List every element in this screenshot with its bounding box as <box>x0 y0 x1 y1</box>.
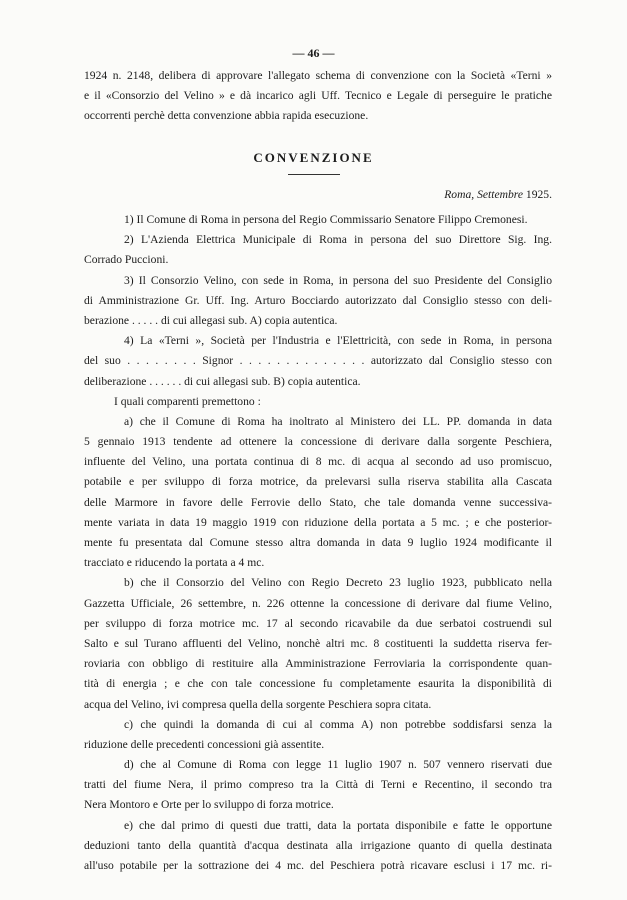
paragraph-line: 2) L'Azienda Elettrica Municipale di Roma in persona del suo Direttore Sig. Ing. <box>124 233 552 247</box>
dateline <box>84 188 552 201</box>
paragraph-line: Corrado Puccioni. <box>84 253 169 267</box>
date-place: Roma, Settembre <box>444 188 523 201</box>
paragraph-line: deliberazione . . . . . . di cui allegasi sub. B) copia autentica. <box>84 374 361 388</box>
paragraph-10 <box>84 816 552 877</box>
paragraph-line: tratti del fiume Nera, il primo compreso tra la Città di Terni e Recentino, il secondo tra <box>84 778 552 792</box>
paragraph-line: del suo . . . . . . . . Signor . . . . . . . . . . . . . . autorizzato dal Consiglio stesso con <box>84 354 552 368</box>
intro-paragraph <box>84 66 552 127</box>
paragraph-line: b) che il Consorzio del Velino con Regio Decreto 23 luglio 1923, pubblicato nella <box>124 576 552 590</box>
paragraph-line: d) che al Comune di Roma con legge 11 luglio 1907 n. 507 vennero riservati due <box>124 758 552 772</box>
intro-line: occorrenti perchè detta convenzione abbia rapida esecuzione. <box>84 109 369 123</box>
paragraph-line: tità di energia ; e che con tale concessione fu completamente esaurita la disponibilità di <box>84 677 552 691</box>
paragraph-4 <box>84 331 552 392</box>
convention-body <box>84 210 552 876</box>
paragraph-line: delle Marmore in favore delle Ferrovie dello Stato, che tale domanda venne successiva- <box>84 495 552 509</box>
paragraph-line: riduzione delle precedenti concessioni già assentite. <box>84 737 325 751</box>
paragraph-line: I quali comparenti premettono : <box>114 394 261 408</box>
paragraph-line: Gazzetta Ufficiale, 26 settembre, n. 226 ottenne la concessione di derivare dal fiume Velino, <box>84 596 552 610</box>
paragraph-line: deduzioni tanto della quantità d'acqua destinata alla irrigazione quanto di quella destinata <box>84 838 552 852</box>
paragraph-7 <box>84 573 552 714</box>
paragraph-line: all'uso potabile per la sottrazione dei 4 mc. del Peschiera potrà ricavare esclusi i 17 mc. ri- <box>84 859 552 872</box>
paragraph-6 <box>84 412 552 574</box>
page-number: — 46 — <box>292 46 335 60</box>
paragraph-line: Nera Montoro e Orte per lo sviluppo di forza motrice. <box>84 798 334 812</box>
paragraph-line: a) che il Comune di Roma ha inoltrato al Ministero dei LL. PP. domanda in data <box>124 414 552 428</box>
date-year: 1925. <box>525 188 552 201</box>
paragraph-8 <box>84 715 552 755</box>
paragraph-line: 5 gennaio 1913 tendente ad ottenere la concessione di derivare dalla sorgente Peschiera, <box>84 435 552 449</box>
paragraph-line: 4) La «Terni », Società per l'Industria e l'Elettricità, con sede in Roma, in persona <box>124 334 552 348</box>
paragraph-1 <box>84 210 552 230</box>
paragraph-3 <box>84 271 552 332</box>
intro-line: e il «Consorzio del Velino » e dà incarico agli Uff. Tecnico e Legale di perseguire le pratiche <box>84 89 552 103</box>
document-title: CONVENZIONE <box>253 150 374 165</box>
paragraph-line: 3) Il Consorzio Velino, con sede in Roma, in persona del suo Presidente del Consiglio <box>124 273 552 287</box>
paragraph-line: c) che quindi la domanda di cui al comma A) non potrebbe soddisfarsi senza la <box>124 717 552 731</box>
paragraph-line: potabile e per sviluppo di forza motrice, da prelevarsi sulla riserva stabilita alla Cascata <box>84 475 552 489</box>
paragraph-line: di Amministrazione Gr. Uff. Ing. Arturo Bocciardo autorizzato dal Consiglio stesso con deli- <box>84 293 552 307</box>
paragraph-line: Salto e sul Turano affluenti del Velino, nonchè altri mc. 8 costituenti la suddetta riserva fer- <box>84 636 552 650</box>
paragraph-line: influente del Velino, una portata continua di 8 mc. di acqua al secondo ad uso promiscuo, <box>84 455 552 469</box>
paragraph-line: roviaria con obbligo di restituire alla Amministrazione Ferroviaria la corrispondente quan- <box>84 657 552 671</box>
paragraph-line: per sviluppo di forza motrice mc. 17 al secondo ricavabile da due serbatoi costruendi sul <box>84 616 552 630</box>
paragraph-line: mente variata in data 19 maggio 1919 con riduzione della portata a 5 mc. ; e che posterior- <box>84 515 552 529</box>
paragraph-line: 1) Il Comune di Roma in persona del Regio Commissario Senatore Filippo Cremonesi. <box>124 213 528 226</box>
paragraph-5 <box>84 392 552 412</box>
paragraph-line: berazione . . . . . di cui allegasi sub. A) copia autentica. <box>84 313 338 327</box>
paragraph-line: mente fu presentata dal Comune stesso altra domanda in data 9 luglio 1924 modificante il <box>84 536 552 549</box>
title-underline <box>288 174 340 175</box>
paragraph-line: tracciato e riducendo la portata a 4 mc. <box>84 556 265 570</box>
paragraph-2 <box>84 230 552 270</box>
paragraph-line: e) che dal primo di questi due tratti, data la portata disponibile e fatte le opportune <box>124 818 552 832</box>
intro-line: 1924 n. 2148, delibera di approvare l'allegato schema di convenzione con la Società «Terni » <box>84 69 552 82</box>
paragraph-9 <box>84 755 552 816</box>
paragraph-line: acqua del Velino, ivi compresa quella della sorgente Peschiera sopra citata. <box>84 697 432 711</box>
